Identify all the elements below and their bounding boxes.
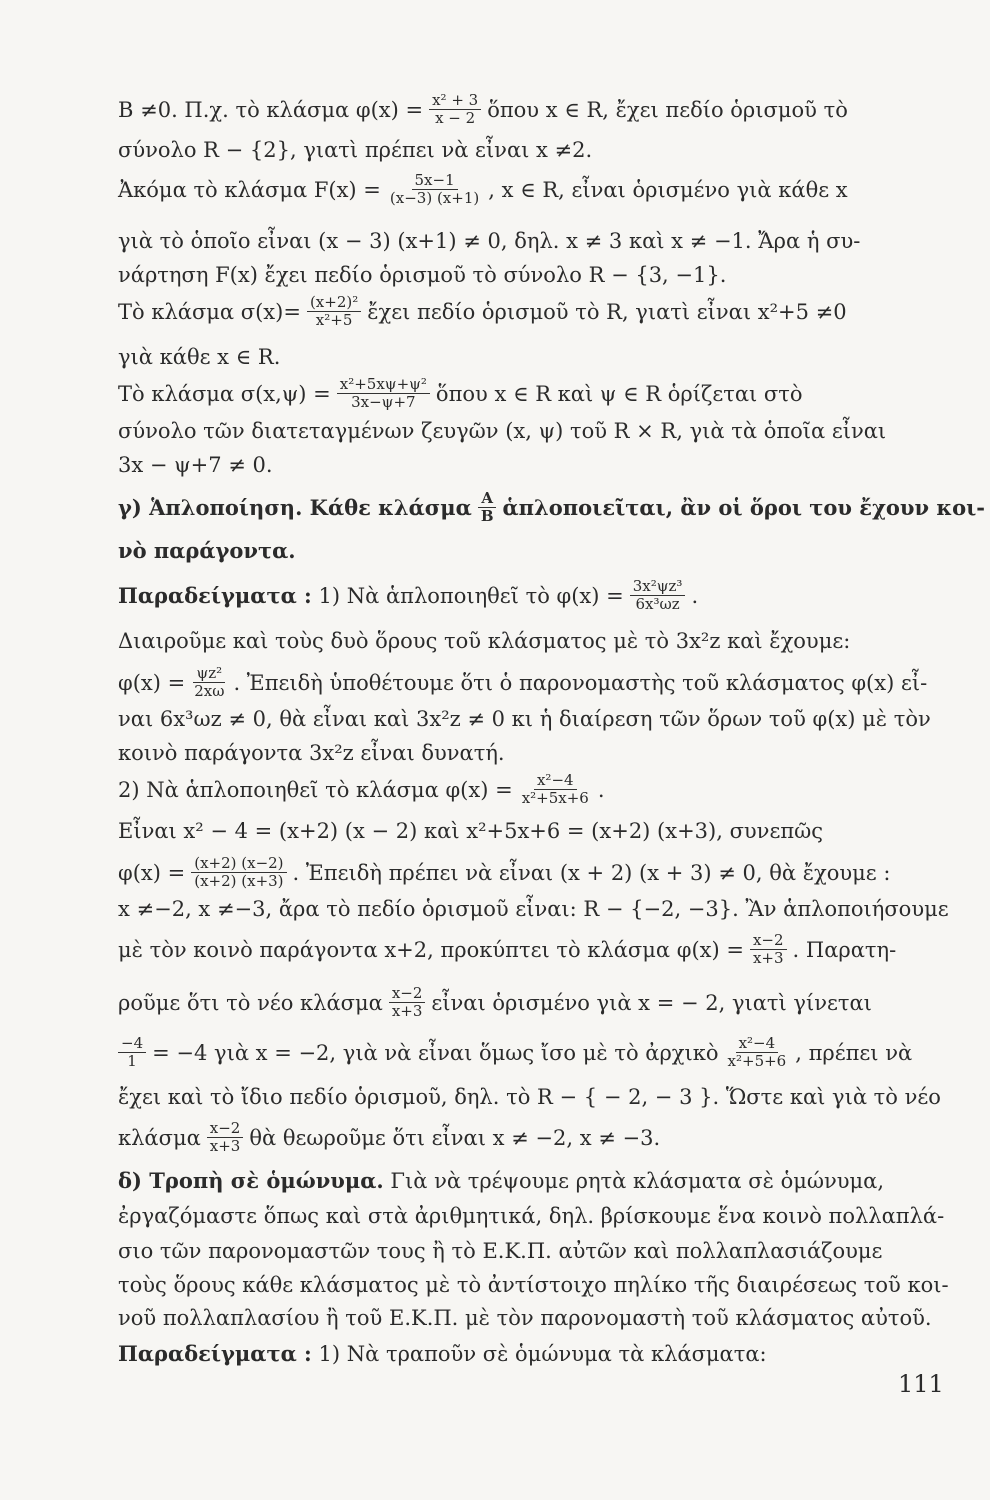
text-line: σύνολο τῶν διατεταγμένων ζευγῶν (x, ψ) τοῦ R × R, γιὰ τὰ ὁποῖα εἶναι [118,419,887,443]
text-line: x ≠−2, x ≠−3, ἄρα τὸ πεδίο ὁρισμοῦ εἶναι: R − {−2, −3}. Ἂν ἁπλοποιήσουμε [118,897,949,921]
text: ὅπου x ∈ R, ἔχει πεδίο ὁρισμοῦ τὸ [487,97,848,122]
denominator: 2xω [194,682,225,700]
fraction [429,92,481,127]
text-line [118,855,938,890]
numerator: x²−4 [736,1035,779,1053]
denominator: B [480,507,494,525]
text: B ≠0. Π.χ. τὸ κλάσμα φ(x) = [118,97,424,122]
text-line: τοὺς ὅρους κάθε κλάσματος μὲ τὸ ἀντίστοιχο πηλίκο τῆς διαιρέσεως τοῦ κοι- [118,1273,949,1297]
text: κλάσμα [118,1125,201,1150]
numerator: −4 [118,1035,146,1053]
fraction [337,376,430,411]
denominator: 1 [127,1052,137,1070]
fraction [118,1035,146,1070]
text-line [118,985,938,1020]
text: . Ἐπειδὴ πρέπει νὰ εἶναι (x + 2) (x + 3) ≠ 0, θὰ ἔχουμε : [292,860,891,885]
denominator: x+3 [752,949,784,967]
text-line: σιο τῶν παρονομαστῶν τους ἢ τὸ Ε.Κ.Π. αὐτῶν καὶ πολλαπλασιάζουμε [118,1239,883,1263]
fraction [630,578,686,613]
text: . [597,777,605,802]
text-line: νοῦ πολλαπλασίου ἢ τοῦ Ε.Κ.Π. μὲ τὸν παρονομαστὴ τοῦ κλάσματος αὐτοῦ. [118,1306,932,1330]
text-line: ναι 6x³ωz ≠ 0, θὰ εἶναι καὶ 3x²z ≠ 0 κι ἡ διαίρεση τῶν ὅρων τοῦ φ(x) μὲ τὸν [118,707,931,731]
text-line [118,92,938,127]
numerator: x²−4 [534,772,577,790]
text: φ(x) = [118,860,186,885]
denominator: x − 2 [435,109,476,127]
text: Τὸ κλάσμα σ(x,ψ) = [118,381,331,406]
text-line [118,578,938,613]
text: ἔχει πεδίο ὁρισμοῦ τὸ R, γιατὶ εἶναι x²+5 ≠0 [367,299,847,324]
fraction [389,985,426,1020]
text-line: κοινὸ παράγοντα 3x²z εἶναι δυνατή. [118,741,505,765]
numerator: x−2 [750,932,787,950]
section-heading [118,489,985,525]
denominator: 3x−ψ+7 [351,393,416,411]
denominator: x²+5x+6 [521,789,589,807]
text-line: σύνολο R − {2}, γιατὶ πρέπει νὰ εἶναι x ≠2. [118,138,593,162]
page-number: 111 [898,1370,944,1398]
examples-label: Παραδείγματα : [118,582,312,608]
numerator: (x+2) (x−2) [191,855,286,873]
text: , πρέπει νὰ [795,1040,913,1065]
text: Ἀκόμα τὸ κλάσμα F(x) = [118,177,381,202]
denominator: 6x³ωz [635,595,680,613]
text: ροῦμε ὅτι τὸ νέο κλάσμα [118,990,383,1015]
text: . Παρατη- [792,937,897,962]
text-line [118,1168,938,1194]
fraction [478,490,497,525]
text: . Ἐπειδὴ ὑποθέτουμε ὅτι ὁ παρονομαστὴς τοῦ κλάσματος φ(x) εἶ- [233,670,928,695]
text: εἶναι ὁρισμένο γιὰ x = − 2, γιατὶ γίνεται [431,990,872,1015]
text: = −4 γιὰ x = −2, γιὰ νὰ εἶναι ὅμως ἴσο μὲ τὸ ἀρχικὸ [152,1040,719,1065]
text: ὅπου x ∈ R καὶ ψ ∈ R ὁρίζεται στὸ [435,381,803,406]
numerator: 3x²ψz³ [630,578,686,596]
text-line: ἐργαζόμαστε ὅπως καὶ στὰ ἀριθμητικά, δηλ. βρίσκουμε ἕνα κοινὸ πολλαπλά- [118,1204,945,1228]
numerator: x−2 [389,985,426,1003]
numerator: 5x−1 [412,172,458,190]
text-line [118,1120,938,1155]
section-heading: δ) Τροπὴ σὲ ὁμώνυμα. [118,1168,384,1193]
denominator: (x+2) (x+3) [194,872,284,890]
text-line: γιὰ τὸ ὁποῖο εἶναι (x − 3) (x+1) ≠ 0, δηλ. x ≠ 3 καὶ x ≠ −1. Ἄρα ἡ συ- [118,229,861,253]
text: 1) Νὰ ἁπλοποιηθεῖ τὸ φ(x) = [318,583,624,608]
text: 1) Νὰ τραποῦν σὲ ὁμώνυμα τὰ κλάσματα: [318,1342,767,1366]
numerator: x²+5xψ+ψ² [337,376,430,394]
fraction [750,932,787,967]
fraction [387,172,482,207]
examples-label: Παραδείγματα : [118,1341,312,1366]
text: θὰ θεωροῦμε ὅτι εἶναι x ≠ −2, x ≠ −3. [249,1125,661,1150]
text: , x ∈ R, εἶναι ὁρισμένο γιὰ κάθε x [488,177,848,202]
text-line [118,1035,938,1070]
text-line [118,772,938,807]
text: γ) Ἁπλοποίηση. Κάθε κλάσμα [118,494,472,520]
fraction [191,855,286,890]
fraction [519,772,592,807]
text-line [118,932,938,967]
text-line: νάρτηση F(x) ἔχει πεδίο ὁρισμοῦ τὸ σύνολο R − {3, −1}. [118,263,727,287]
text: φ(x) = [118,670,186,695]
text-line: 3x − ψ+7 ≠ 0. [118,453,273,477]
text-line: ἔχει καὶ τὸ ἴδιο πεδίο ὁρισμοῦ, δηλ. τὸ R − { − 2, − 3 }. Ὥστε καὶ γιὰ τὸ νέο [118,1085,941,1109]
fraction [191,665,227,700]
numerator: ψz² [193,665,225,683]
denominator: x+3 [209,1137,241,1155]
denominator: x²+5 [315,311,353,329]
text-line [118,376,938,411]
numerator: (x+2)² [307,294,361,312]
text: Τὸ κλάσμα σ(x)= [118,299,301,324]
text: μὲ τὸν κοινὸ παράγοντα x+2, προκύπτει τὸ κλάσμα φ(x) = [118,937,744,962]
fraction [725,1035,790,1070]
text: Γιὰ νὰ τρέψουμε ρητὰ κλάσματα σὲ ὁμώνυμα, [390,1169,885,1193]
numerator: A [478,490,496,508]
text-line [118,665,938,700]
text-line: νὸ παράγοντα. [118,538,296,563]
numerator: x−2 [207,1120,244,1138]
numerator: x² + 3 [429,92,481,110]
text-line [118,1341,938,1367]
denominator: x+3 [391,1002,423,1020]
denominator: x²+5+6 [727,1052,787,1070]
text: 2) Νὰ ἁπλοποιηθεῖ τὸ κλάσμα φ(x) = [118,777,513,802]
denominator: (x−3) (x+1) [389,189,480,207]
fraction [307,294,361,329]
text: . [691,583,699,608]
text-line [118,172,938,207]
text-line: Διαιροῦμε καὶ τοὺς δυὸ ὅρους τοῦ κλάσματος μὲ τὸ 3x²z καὶ ἔχουμε: [118,629,851,653]
text-line: γιὰ κάθε x ∈ R. [118,345,281,369]
text-line: Εἶναι x² − 4 = (x+2) (x − 2) καὶ x²+5x+6 = (x+2) (x+3), συνεπῶς [118,819,824,843]
text: ἁπλοποιεῖται, ἂν οἱ ὅροι του ἔχουν κοι- [502,494,985,520]
text-line [118,294,938,329]
fraction [207,1120,244,1155]
